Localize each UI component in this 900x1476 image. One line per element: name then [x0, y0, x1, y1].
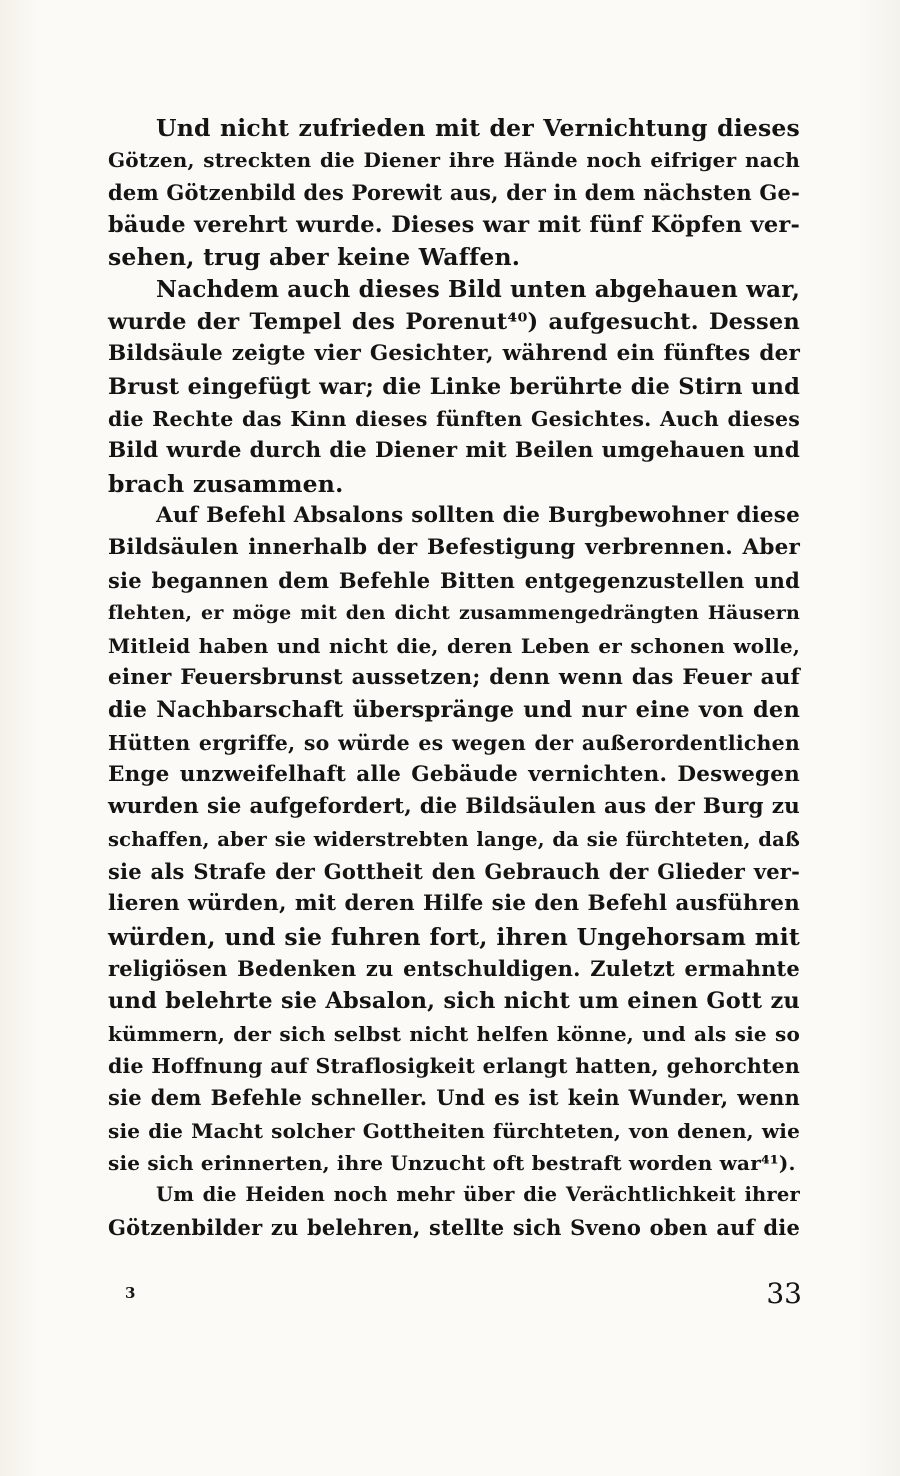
text-line: wurde der Tempel des Porenut⁴⁰) aufgesucht. Dessen	[108, 309, 800, 336]
text-line: Bildsäule zeigte vier Gesichter, während ein fünftes der	[108, 341, 800, 367]
text-line: sie als Strafe der Gottheit den Gebrauch der Glieder ver-	[108, 858, 800, 884]
text-line: sehen, trug aber keine Waffen.	[108, 243, 521, 272]
text-line: schaffen, aber sie widerstrebten lange, da sie fürchteten, daß	[108, 827, 800, 851]
text-line: sie die Macht solcher Gottheiten fürchteten, von denen, wie	[108, 1118, 800, 1143]
text-line: Nachdem auch dieses Bild unten abgehauen war,	[156, 275, 801, 303]
text-line: Enge unzweifelhaft alle Gebäude vernichten. Deswegen	[108, 761, 800, 787]
text-line: bäude verehrt wurde. Dieses war mit fünf Köpfen ver-	[108, 212, 800, 239]
text-line: Brust eingefügt war; die Linke berührte die Stirn und	[108, 373, 800, 400]
text-line: dem Götzenbild des Porewit aus, der in dem nächsten Ge-	[108, 179, 800, 205]
text-line: würden, und sie fuhren fort, ihren Ungehorsam mit	[108, 922, 800, 951]
text-line: sie begannen dem Befehle Bitten entgegenzustellen und	[108, 567, 800, 593]
text-line: Götzen, streckten die Diener ihre Hände noch eifriger nach	[108, 148, 800, 173]
text-line: einer Feuersbrunst aussetzen; denn wenn das Feuer auf	[108, 664, 800, 690]
signature-mark: 3	[125, 1284, 136, 1302]
text-line: Götzenbilder zu belehren, stellte sich Sveno oben auf die	[108, 1214, 800, 1240]
text-line: wurden sie aufgefordert, die Bildsäulen aus der Burg zu	[108, 794, 800, 820]
text-line: die Hoffnung auf Straflosigkeit erlangt hatten, gehorchten	[108, 1053, 800, 1078]
text-line: Mitleid haben und nicht die, deren Leben er schonen wolle,	[108, 633, 800, 658]
text-line: die Nachbarschaft überspränge und nur eine von den	[108, 697, 800, 724]
text-line: Bildsäulen innerhalb der Befestigung verbrennen. Aber	[108, 535, 800, 561]
text-line: sie dem Befehle schneller. Und es ist kein Wunder, wenn	[108, 1085, 800, 1111]
text-line: Auf Befehl Absalons sollten die Burgbewohner diese	[156, 503, 800, 529]
text-line: kümmern, der sich selbst nicht helfen könne, und als sie so	[108, 1021, 800, 1046]
text-line: Hütten ergriffe, so würde es wegen der außerordentlichen	[108, 730, 800, 755]
text-line: brach zusammen.	[108, 469, 344, 498]
text-line: Bild wurde durch die Diener mit Beilen umgehauen und	[108, 438, 800, 464]
text-line: die Rechte das Kinn dieses fünften Gesichtes. Auch dieses	[108, 407, 800, 432]
text-line: Um die Heiden noch mehr über die Verächtlichkeit ihrer	[156, 1183, 800, 1207]
page-number: 33	[766, 1277, 802, 1310]
text-line: Und nicht zufrieden mit der Vernichtung dieses	[156, 114, 800, 142]
text-line: lieren würden, mit deren Hilfe sie den Befehl ausführen	[108, 891, 800, 917]
text-line: flehten, er möge mit den dicht zusammengedrängten Häusern	[108, 602, 800, 625]
body-text	[108, 112, 800, 1244]
text-line: sie sich erinnerten, ihre Unzucht oft bestraft worden war⁴¹).	[108, 1151, 796, 1175]
text-line: und belehrte sie Absalon, sich nicht um einen Gott zu	[108, 988, 800, 1015]
text-line: religiösen Bedenken zu entschuldigen. Zuletzt ermahnte	[108, 955, 800, 981]
